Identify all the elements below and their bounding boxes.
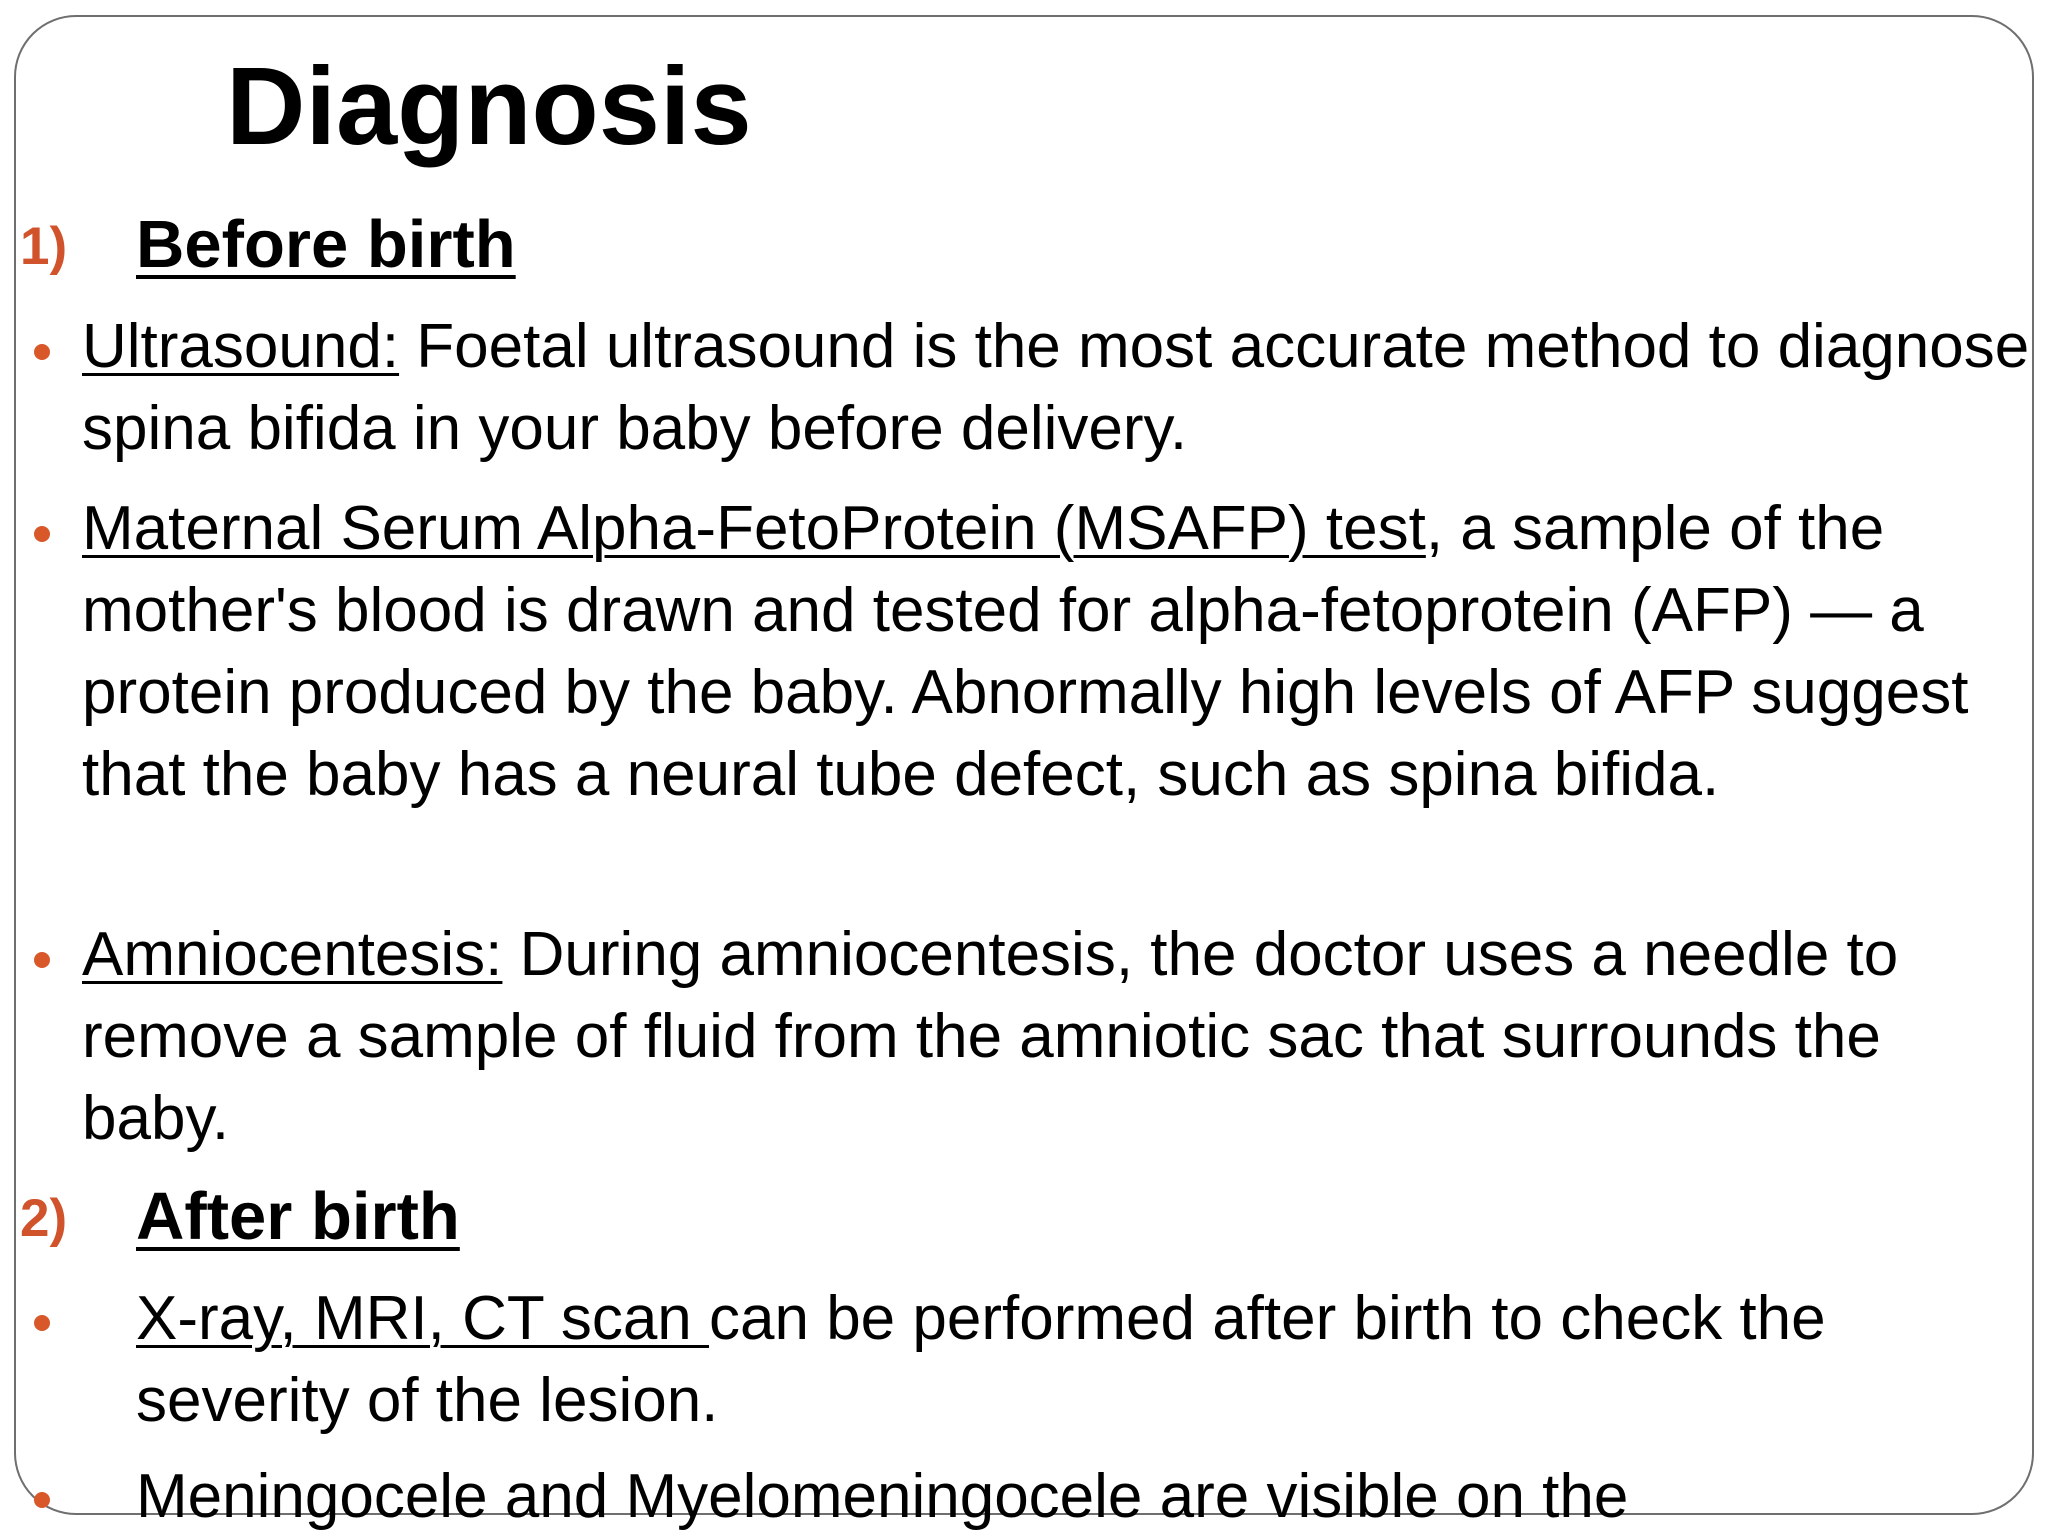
bullet-term: Amniocentesis: — [82, 920, 503, 989]
bullet-body: During amniocentesis, the doctor uses a needle to remove a sample of fluid from the amniotic sac that surrounds the baby. — [82, 920, 1899, 1153]
page-title: Diagnosis — [226, 45, 752, 168]
bullet-dot — [34, 344, 50, 360]
bullet-term: Ultrasound: — [82, 312, 400, 381]
section-heading-before-birth: Before birth — [136, 207, 516, 282]
section-heading-after-birth: After birth — [136, 1179, 460, 1254]
bullet-term: X-ray, MRI, CT scan — [136, 1284, 710, 1353]
bullet-body: can be performed after birth to check the severity of the lesion. — [136, 1284, 1826, 1435]
bullet-meningocele — [136, 1456, 2026, 1538]
bullet-msafp — [82, 488, 2032, 816]
bullet-dot — [34, 952, 50, 968]
bullet-imaging — [136, 1278, 2026, 1442]
bullet-body: , a sample of the mother's blood is drawn and tested for alpha-fetoprotein (AFP) — a protein produced by the baby. Abnormally high levels of AFP suggest that the baby has a neural tube defect, such as spina bifida. — [82, 494, 1969, 809]
bullet-amniocentesis — [82, 914, 2032, 1160]
bullet-ultrasound — [82, 306, 2032, 470]
section-number: 2) — [20, 1189, 68, 1248]
bullet-dot — [34, 1492, 50, 1508]
section-number: 1) — [20, 217, 68, 276]
bullet-dot — [34, 526, 50, 542]
bullet-body: Foetal ultrasound is the most accurate method to diagnose spina bifida in your baby before delivery. — [82, 312, 2030, 463]
bullet-term: Maternal Serum Alpha-FetoProtein (MSAFP) test — [82, 494, 1426, 563]
bullet-dot — [34, 1315, 50, 1331]
bullet-body: Meningocele and Myelomeningocele are visible on the — [136, 1462, 1629, 1531]
